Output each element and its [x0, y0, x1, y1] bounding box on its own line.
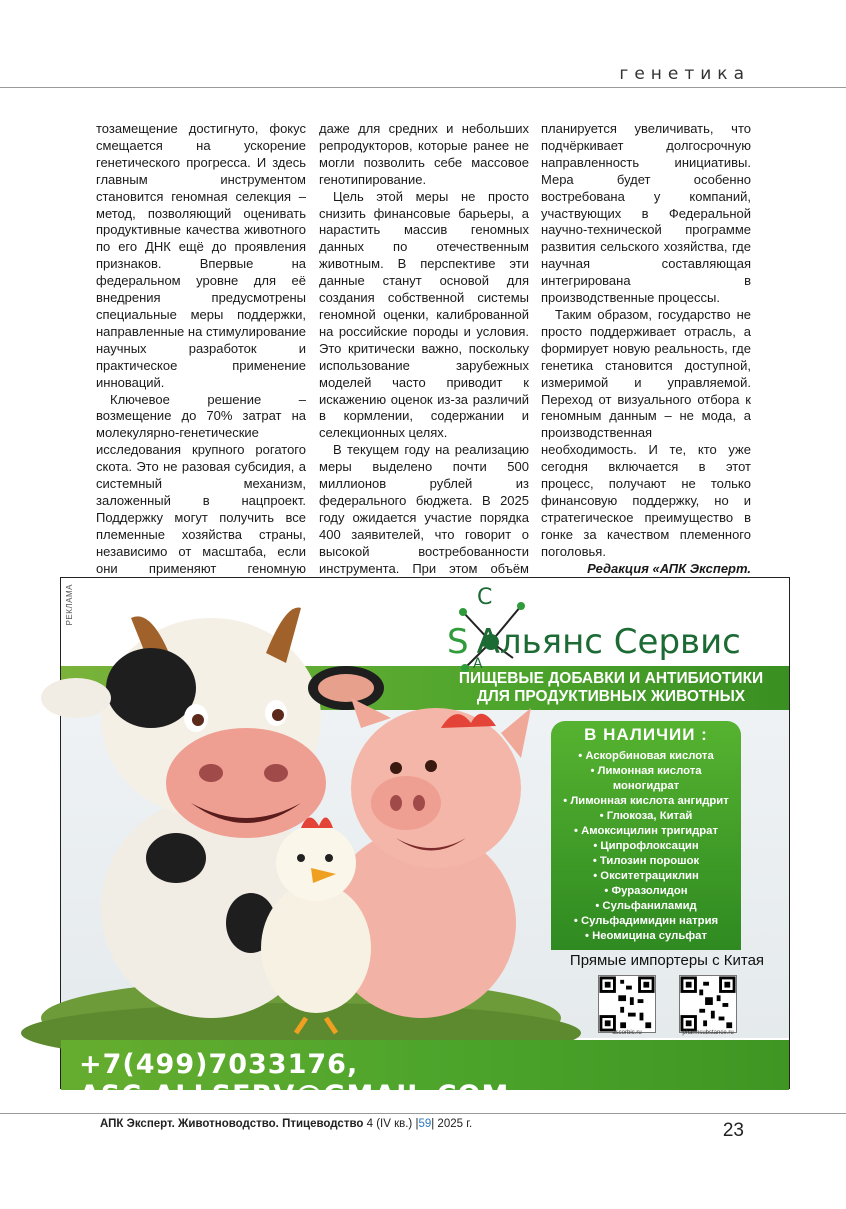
importers-text: Прямые импортеры с Китая [569, 952, 765, 969]
logo-letter-a: A [473, 656, 483, 672]
product-item: • Сульфадимидин натрия [573, 915, 719, 927]
paragraph: Цель этой меры не просто снизить финансовые барьеры, а нарастить массив геномных данных по отечественным животным. В перспективе эти данные станут основой для создания собственной системы геномной оценки, калиброванной на российские породы и условия. Это критически важно, поскольку использование зарубежных моделей часто приводит к искажению оценок из-за различий в кормлении, содержании и селекционных целях. [319, 188, 529, 441]
product-item: • Окситетрациклин [593, 870, 699, 882]
paragraph: планируется увеличивать, что подчёркивает долгосрочную направленность инициативы. Мера будет особенно востребована у компаний, участвующих в Федеральной научно-технической программе развития сельского хозяйства, где научная составляющая интегрирована в производственные процессы. [541, 121, 751, 306]
section-title: генетика [619, 64, 750, 84]
header-divider [0, 87, 846, 88]
qr-code-icon[interactable] [679, 975, 737, 1033]
qr-label: ascorbic.ru [612, 1030, 642, 1036]
product-item: • Ципрофлоксацин [593, 840, 699, 852]
brand-title: Альянс Сервис [476, 622, 741, 662]
signature-line-1: Редакция «АПК Эксперт. [587, 560, 751, 576]
issue-number: 4 (IV кв.) | [366, 1118, 419, 1130]
paragraph: Таким образом, государство не просто поддерживает отрасль, а формирует новую реальность, где генетика становится доступной, измеримой и управляемой. Переход от визуального отбора к геномным данным – не мода, а производственная необходимость. И те, кто уже сегодня включается в этот процесс, получают не только финансовую поддержку, но и стратегическое преимущество в гонке за качеством племенного поголовья. [541, 306, 751, 559]
paragraph: В текущем году на реализацию меры выделено почти 500 миллионов рублей из федерального бюджета. В 2025 году ожидается участие порядка 400 заявителей, что говорит о высокой востребованности инструмента. При этом объём [319, 442, 529, 576]
availability-title: В НАЛИЧИИ : [584, 725, 708, 744]
product-item: • Лимонная кислота [590, 765, 702, 777]
qr-code-icon[interactable] [598, 975, 656, 1033]
ad-label: РЕКЛАМА [65, 584, 74, 626]
product-item: • Тилозин порошок [592, 855, 700, 867]
farm-animals-illustration [61, 578, 561, 1038]
issue-year: | 2025 г. [431, 1118, 473, 1130]
footer-divider [0, 1113, 846, 1114]
paragraph: даже для средних и небольших репродукторов, которые ранее не могли позволить себе массовое генотипирование. [319, 121, 529, 187]
product-item: • Лимонная кислота ангидрит [563, 795, 729, 807]
brand-prefix: S [447, 622, 469, 662]
page-number: 23 [722, 1120, 744, 1141]
article-column-3 [541, 121, 751, 611]
product-item: • Неомицина сульфат [585, 930, 707, 942]
product-item: • Фуразолидон [604, 885, 688, 897]
article-column-2 [319, 121, 529, 594]
product-item: • Аскорбиновая кислота [578, 750, 714, 762]
product-list [551, 749, 741, 944]
product-item: • Сульфаниламид [595, 900, 697, 912]
tagline-line-2: ДЛЯ ПРОДУКТИВНЫХ ЖИВОТНЫХ [476, 688, 746, 705]
qr-label: pharmsubstance.ru [682, 1030, 734, 1036]
advertisement [60, 577, 790, 1111]
product-item: • Амоксицилин тригидрат [574, 825, 718, 837]
logo-letter-c: C [477, 585, 493, 610]
contact-info[interactable]: +7(499)7033176, ASC.ALLSERV@GMAIL.COM [79, 1049, 510, 1111]
availability-panel [551, 721, 741, 950]
journal-name: АПК Эксперт. Животноводство. Птицеводство [100, 1118, 364, 1130]
article-column-1 [96, 121, 306, 628]
product-item: • Глюкоза, Китай [599, 810, 693, 822]
paragraph: тозамещение достигнуто, фокус смещается на ускорение генетического прогресса. И здесь главным инструментом становится геномная селекция – метод, позволяющий оценивать продуктивные качества животного по его ДНК ещё до проявления признаков. Впервые на федеральном уровне для её внедрения предусмотрены специальные меры поддержки, направленные на стимулирование научных разработок и практическое применение инноваций. [96, 121, 306, 390]
tagline-line-1: ПИЩЕВЫЕ ДОБАВКИ И АНТИБИОТИКИ [458, 670, 764, 687]
footer-info [100, 1118, 472, 1130]
product-item: моногидрат [612, 780, 680, 792]
issue-total: 59 [418, 1118, 432, 1130]
paragraph: Ключевое решение – возмещение до 70% затрат на молекулярно-генетические исследования крупного рогатого скота. Это не разовая субсидия, а системный механизм, заложенный в нацпроект. Поддержку могут получить все племенные хозяйства страны, независимо от масштаба, если они применяют геномную [96, 391, 306, 576]
